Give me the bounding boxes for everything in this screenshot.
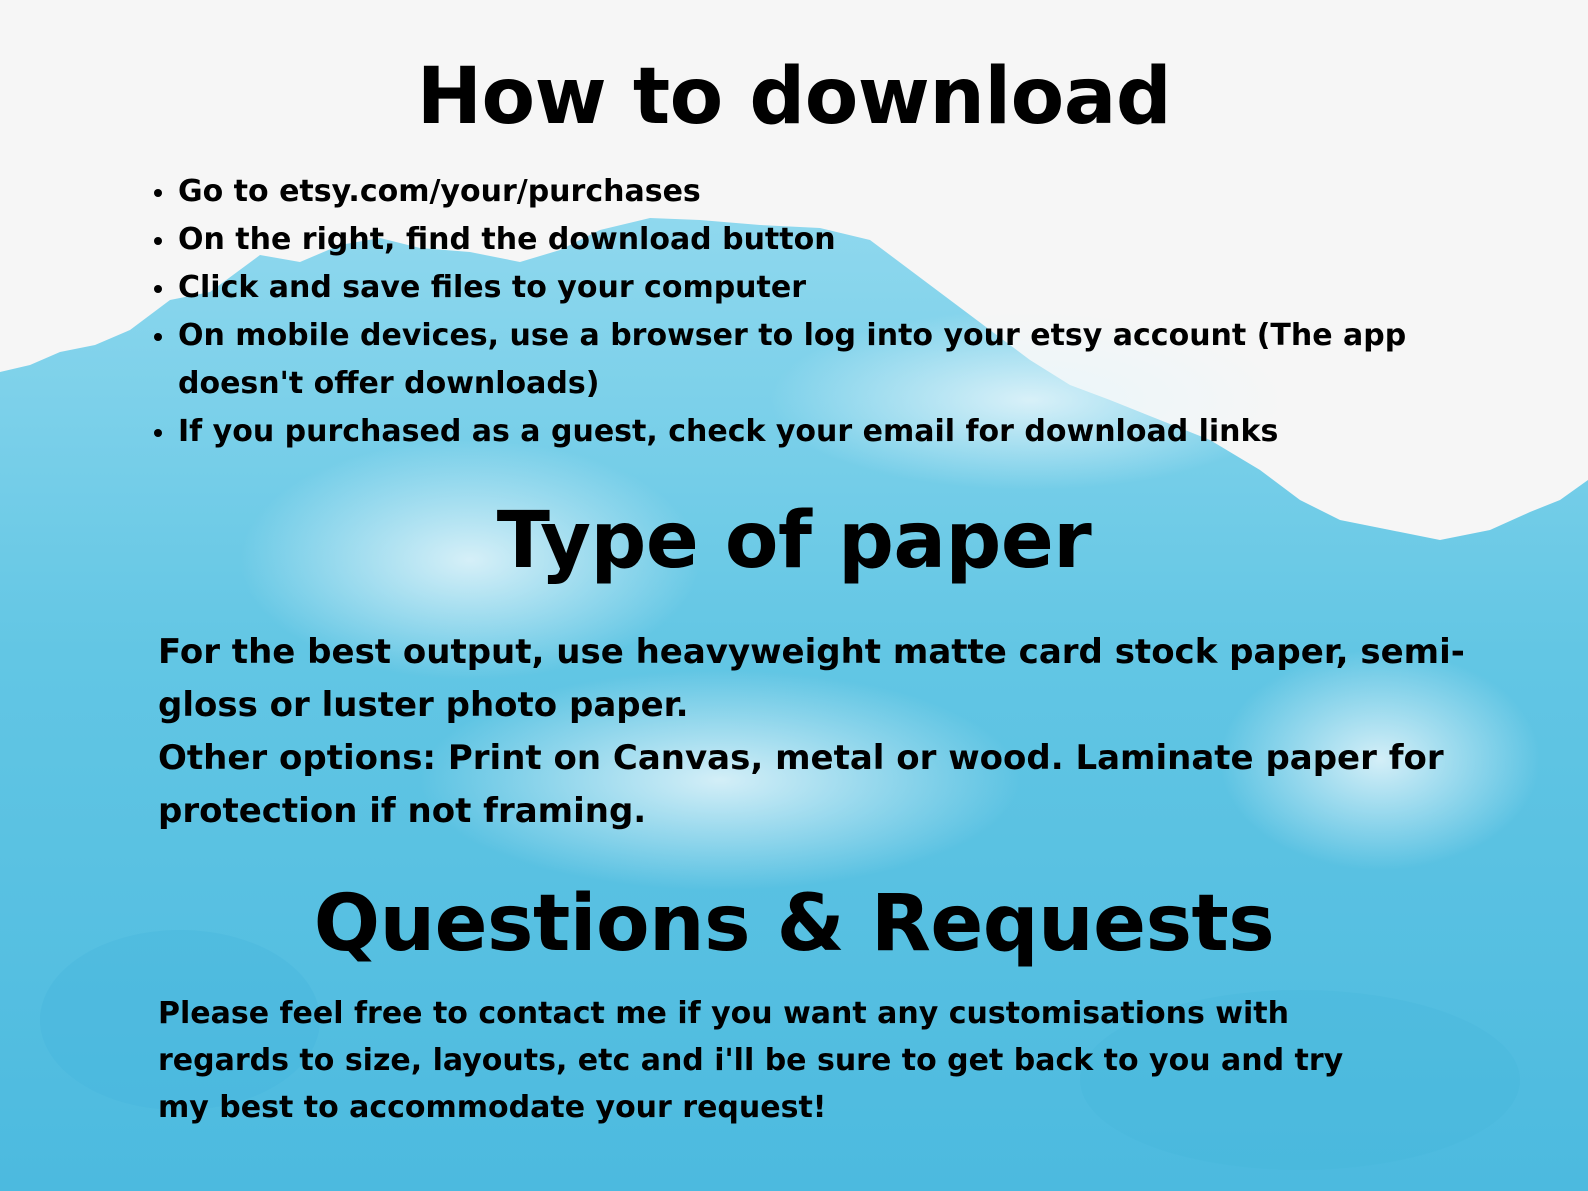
paper-description bbox=[158, 626, 1468, 838]
list-item: On mobile devices, use a browser to log into your etsy account (The app doesn't offer downloads) bbox=[153, 312, 1473, 408]
download-heading: How to download bbox=[416, 52, 1172, 142]
questions-heading: Questions & Requests bbox=[313, 879, 1275, 969]
list-item: Click and save files to your computer bbox=[153, 264, 1473, 312]
download-steps-list bbox=[153, 168, 1473, 456]
paper-heading: Type of paper bbox=[496, 496, 1092, 586]
list-item: On the right, find the download button bbox=[153, 216, 1473, 264]
paper-other-options: Other options: Print on Canvas, metal or wood. Laminate paper for protection if not framing. bbox=[158, 738, 1444, 831]
paper-best-output: For the best output, use heavyweight matte card stock paper, semi-gloss or luster photo paper. bbox=[158, 632, 1465, 725]
list-item: If you purchased as a guest, check your email for download links bbox=[153, 408, 1473, 456]
list-item: Go to etsy.com/your/purchases bbox=[153, 168, 1473, 216]
questions-text: Please feel free to contact me if you want any customisations with regards to size, layouts, etc and i'll be sure to get back to you and try my best to accommodate your request! bbox=[158, 996, 1344, 1125]
